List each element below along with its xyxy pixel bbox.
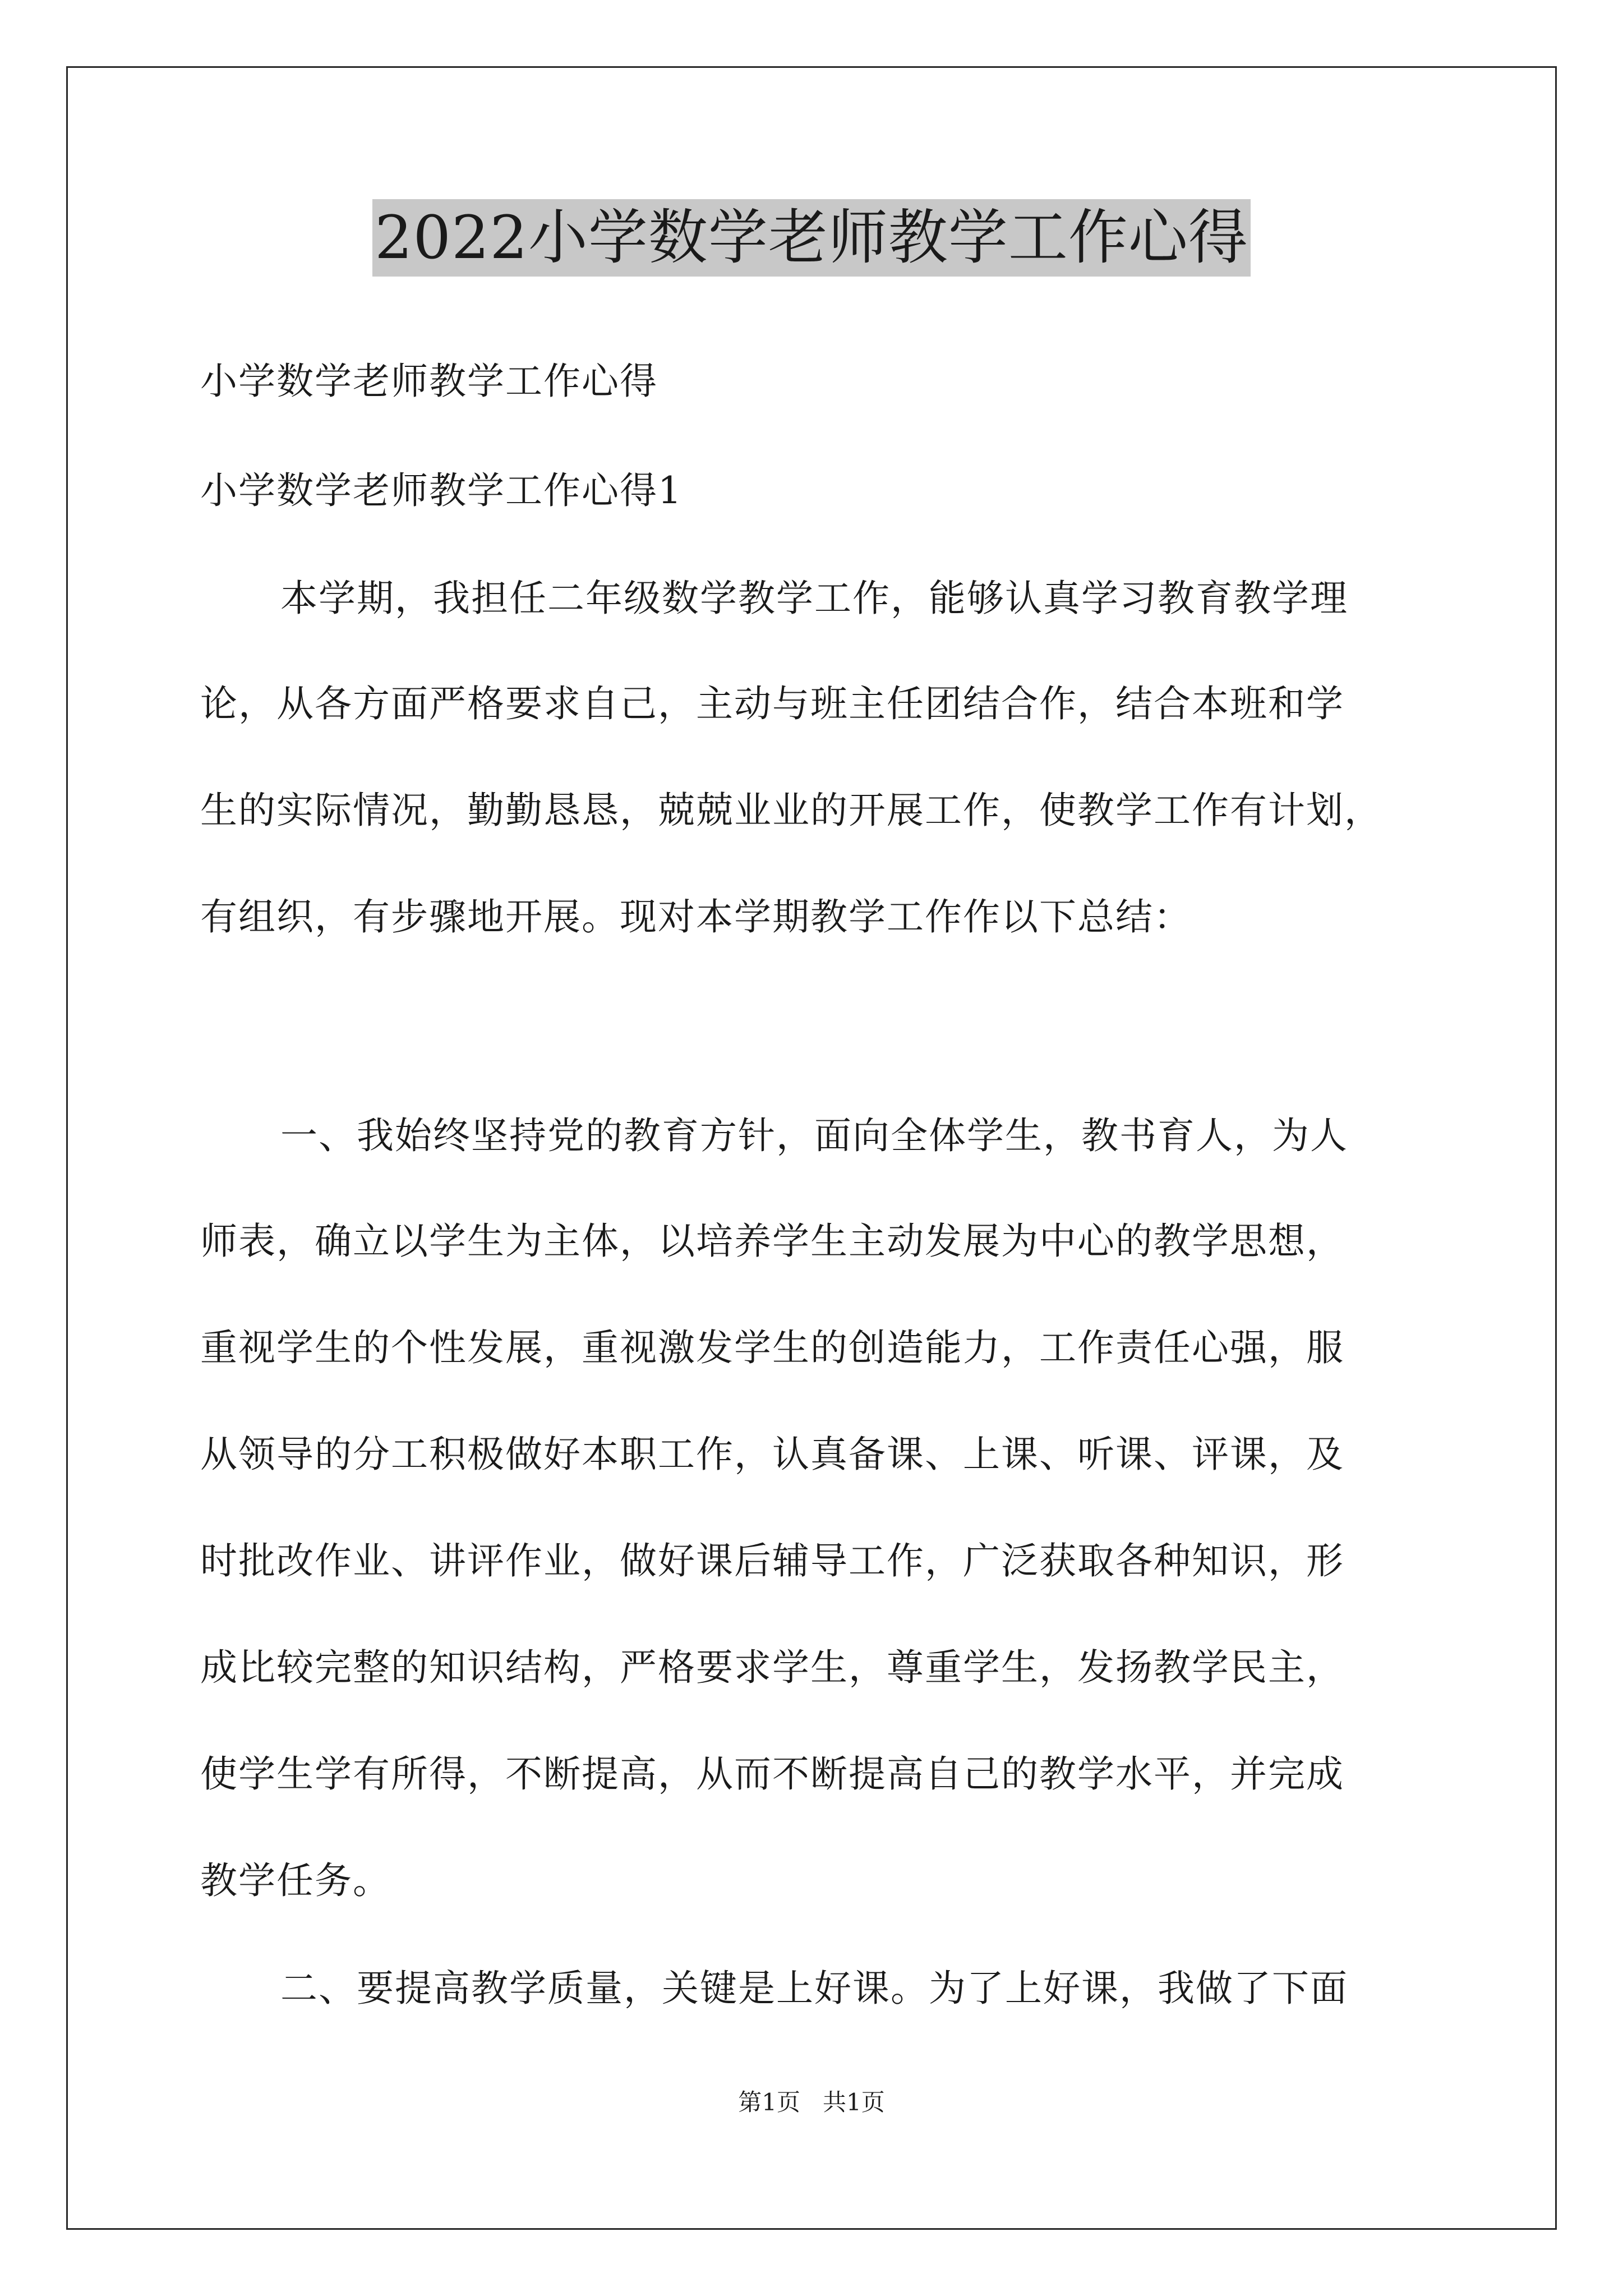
paragraph-2-line-4: 从领导的分工积极做好本职工作，认真备课、上课、听课、评课，及	[200, 1433, 1344, 1476]
page-footer	[0, 2087, 1623, 2118]
page-number-total: 共1页	[823, 2088, 885, 2116]
footer-spacer	[800, 2088, 823, 2116]
title-container	[0, 199, 1623, 277]
paragraph-2-line-1: 一、我始终坚持党的教育方针，面向全体学生，教书育人，为人	[280, 1114, 1348, 1157]
paragraph-1-line-3: 生的实际情况，勤勤恳恳，兢兢业业的开展工作，使教学工作有计划，	[200, 789, 1382, 832]
paragraph-2-line-8: 教学任务。	[200, 1859, 391, 1902]
paragraph-2-line-3: 重视学生的个性发展，重视激发学生的创造能力，工作责任心强，服	[200, 1326, 1344, 1369]
document-subtitle: 小学数学老师教学工作心得	[200, 360, 658, 403]
paragraph-2-line-6: 成比较完整的知识结构，严格要求学生，尊重学生，发扬教学民主，	[200, 1646, 1344, 1689]
paragraph-2-line-2: 师表，确立以学生为主体，以培养学生主动发展为中心的教学思想，	[200, 1220, 1344, 1263]
page-number-current: 第1页	[738, 2088, 800, 2116]
paragraph-1-line-1: 本学期，我担任二年级数学教学工作，能够认真学习教育教学理	[280, 577, 1348, 620]
paragraph-3-line-1: 二、要提高教学质量，关键是上好课。为了上好课，我做了下面	[280, 1967, 1348, 2010]
paragraph-1-line-4: 有组织，有步骤地开展。现对本学期教学工作作以下总结：	[200, 895, 1192, 938]
paragraph-2-line-7: 使学生学有所得，不断提高，从而不断提高自己的教学水平，并完成	[200, 1752, 1344, 1796]
paragraph-1-line-2: 论，从各方面严格要求自己，主动与班主任团结合作，结合本班和学	[200, 682, 1344, 725]
section-heading: 小学数学老师教学工作心得1	[200, 469, 683, 512]
paragraph-2-line-5: 时批改作业、讲评作业，做好课后辅导工作，广泛获取各种知识，形	[200, 1539, 1344, 1582]
document-title: 2022小学数学老师教学工作心得	[372, 199, 1251, 277]
